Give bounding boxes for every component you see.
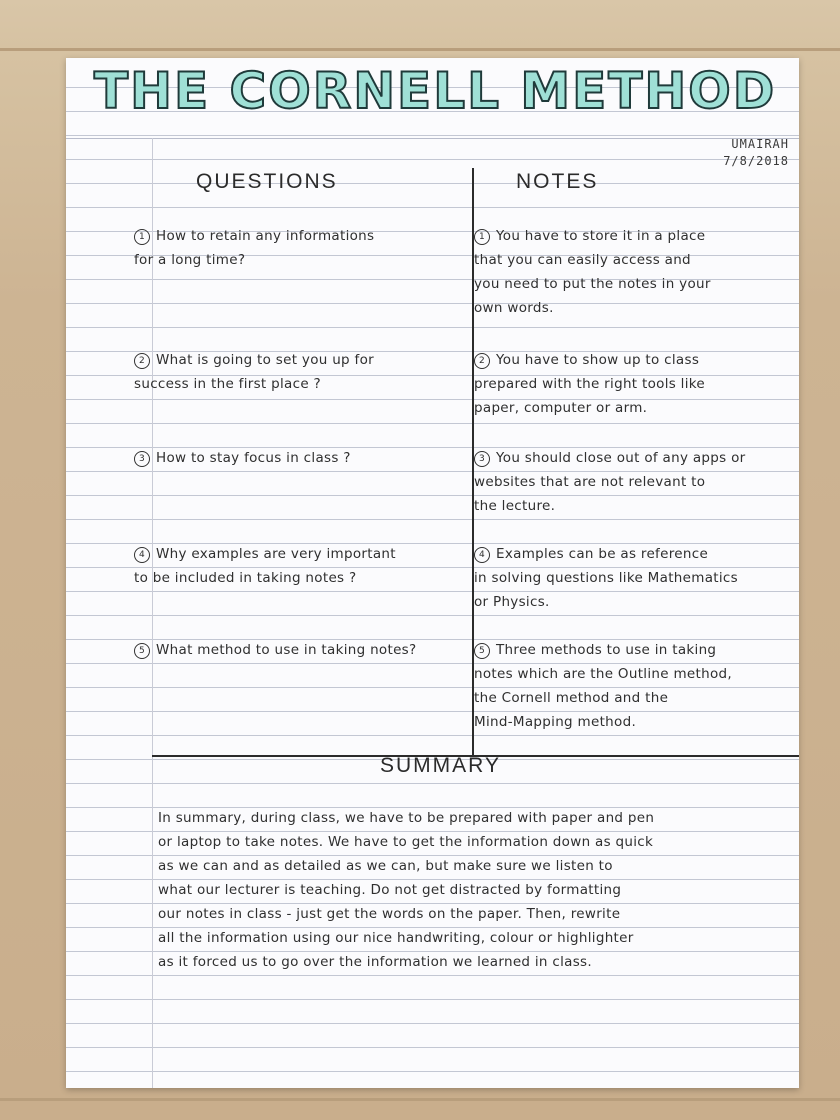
- question-item: [134, 446, 466, 470]
- item-number: 4: [474, 547, 490, 563]
- note-text: You have to store it in a place that you can easily access and you need to put the notes in your own words.: [474, 228, 711, 316]
- question-text: Why examples are very important to be included in taking notes ?: [134, 546, 396, 586]
- note-date: 7/8/2018: [723, 154, 789, 168]
- item-number: 4: [134, 547, 150, 563]
- note-text: You have to show up to class prepared with the right tools like paper, computer or arm.: [474, 352, 706, 416]
- note-text: Examples can be as reference in solving questions like Mathematics or Physics.: [474, 546, 738, 610]
- question-text: What is going to set you up for success in the first place ?: [134, 352, 374, 392]
- note-item: [474, 542, 796, 614]
- note-item: [474, 446, 796, 518]
- question-text: What method to use in taking notes?: [156, 642, 417, 658]
- item-number: 5: [474, 643, 490, 659]
- author-date-block: [723, 136, 789, 170]
- question-item: [134, 638, 466, 662]
- note-text: Three methods to use in taking notes which are the Outline method, the Cornell method and the Mind-Mapping method.: [474, 642, 732, 730]
- item-number: 5: [134, 643, 150, 659]
- header-rule: [66, 138, 799, 139]
- question-text: How to retain any informations for a long time?: [134, 228, 375, 268]
- item-number: 1: [134, 229, 150, 245]
- author-name: UMAIRAH: [731, 137, 789, 151]
- note-item: [474, 638, 796, 734]
- item-number: 3: [134, 451, 150, 467]
- question-item: [134, 224, 466, 272]
- item-number: 3: [474, 451, 490, 467]
- item-number: 1: [474, 229, 490, 245]
- summary-heading: SUMMARY: [380, 754, 501, 777]
- summary-text: In summary, during class, we have to be prepared with paper and pen or laptop to take notes. We have to get the information down as quick as we can and as detailed as we can, but make sure we listen to what our lecturer is teaching. Do not get distracted by formatting our notes in class - just get the words on the paper. Then, rewrite all the information using our nice handwriting, colour or highlighter as it forced us to go over the information we learned in class.: [158, 810, 655, 970]
- questions-heading: QUESTIONS: [196, 170, 338, 193]
- question-item: [134, 542, 466, 590]
- note-item: [474, 348, 796, 420]
- note-item: [474, 224, 796, 320]
- tile-seam: [0, 48, 840, 51]
- page-title: THE CORNELL METHOD: [94, 62, 777, 120]
- margin-line: [152, 138, 153, 1088]
- question-item: [134, 348, 466, 396]
- note-text: You should close out of any apps or websites that are not relevant to the lecture.: [474, 450, 746, 514]
- item-number: 2: [134, 353, 150, 369]
- notebook-page: [66, 58, 799, 1088]
- item-number: 2: [474, 353, 490, 369]
- notes-heading: NOTES: [516, 170, 599, 193]
- question-text: How to stay focus in class ?: [156, 450, 351, 466]
- tile-seam: [0, 1098, 840, 1101]
